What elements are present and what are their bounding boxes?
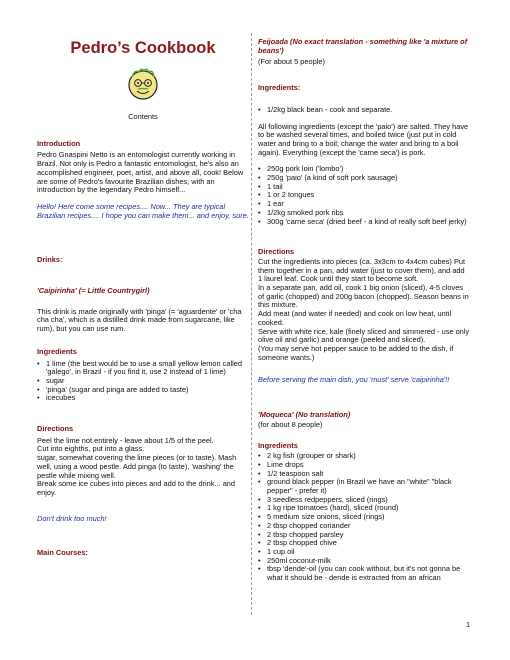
main-courses-heading: Main Courses: <box>37 548 88 558</box>
feijoada-ingredients-list <box>258 165 470 226</box>
list-item: • 2 tbsp chopped chive <box>267 539 470 548</box>
caipirinha-direction-1: Peel the lime not entirely - leave about 1/5 of the peel. <box>37 435 214 445</box>
list-item: • 1/2kg smoked pork ribs <box>267 209 470 218</box>
caipirinha-ingredients-heading: Ingredients <box>37 346 77 356</box>
list-item: • Lime drops <box>267 461 470 470</box>
left-column <box>37 38 249 558</box>
list-item: • 1 cup oil <box>267 548 470 557</box>
feijoada-serves: (For about 5 people) <box>258 57 325 67</box>
caipirinha-title: 'Caipirinha' (= Little Countrygirl) <box>37 286 150 296</box>
pedro-face-icon <box>123 65 163 105</box>
list-item: • tbsp 'dende'-oil (you can cook without, but it's not gonna be what it should be - dende is extracted from an african <box>267 565 470 582</box>
contents-link[interactable]: Contents <box>128 112 158 121</box>
feijoada-directions-heading: Directions <box>258 247 295 257</box>
feijoada-direction-2: In a separate pan, add oil, cook 1 big onion (sliced), 4-5 cloves of garlic (chopped) and 200g bacon (chopped). Season beans in this mixture. <box>258 283 469 310</box>
list-item: • 300g 'carne seca' (dried beef - a kind of really soft beef jerky) <box>267 218 470 227</box>
caipirinha-directions-heading: Directions <box>37 424 74 434</box>
feijoada-direction-1: Cut the ingredients into pieces (ca. 3x3cm to 4x4cm cubes) Put them together in a pan, add water (just to cover them), and add 1 laurel leaf. Cook until they start to become soft. <box>258 256 466 284</box>
feijoada-first-ingredient <box>258 106 470 115</box>
feijoada-direction-4: Serve with white rice, kale (finely sliced and simmered - use only olive oil and garlic) and orange (peeled and sliced). <box>258 326 470 345</box>
list-item: • 1 kg ripe tomatoes (hard), sliced (round) <box>267 504 470 513</box>
feijoada-title: Feijoada (No exact translation - something like 'a mixture of beans') <box>258 37 468 55</box>
list-item: • ground black pepper (in Brazil we have an "white" "black pepper" - prefer it) <box>267 478 470 495</box>
intro-heading: Introduction <box>37 138 81 148</box>
caipirinha-closing: Don't drink too much! <box>37 513 107 523</box>
list-item: • 250ml coconut-milk <box>267 557 470 566</box>
list-item: • 1 tail <box>267 183 470 192</box>
right-column <box>258 38 470 583</box>
caipirinha-ingredients-list <box>37 360 249 404</box>
page-number: 1 <box>466 620 471 629</box>
list-item: • 2 kg fish (grouper or shark) <box>267 452 470 461</box>
intro-quote: Hello! Here come some recipes.... Now... They are typical Brazilian recipes.... I hope you can make them... and enjoy, sure. <box>37 201 249 220</box>
page-title: Pedro’s Cookbook <box>70 39 216 57</box>
list-item: • icecubes <box>46 394 249 403</box>
list-item: • 1 ear <box>267 200 470 209</box>
list-item: • 1/2kg black bean - cook and separate. <box>267 106 470 115</box>
list-item: • 5 medium size onions, sliced (rings) <box>267 513 470 522</box>
feijoada-salted-note: All following ingredients (except the 'paio') are salted. They have to be washed several times, and boiled twice (just put in cold water and bring to a boil; change the water and bring to a boil again). Everything (except the 'carne seca') is pork. <box>258 121 469 157</box>
drinks-heading: Drinks: <box>37 255 63 265</box>
list-item: • 2 tbsp chopped coriander <box>267 522 470 531</box>
list-item: • 1 lime (the best would be to use a small yellow lemon called 'galego', in Brazil - if you find it, use 2 instead of 1 lime) <box>46 360 249 377</box>
list-item: • 1 or 2 tongues <box>267 191 470 200</box>
list-item: • 2 tbsp chopped parsley <box>267 531 470 540</box>
intro-body: Pedro Gnaspini Netto is an entomologist currently working in Brazil. Not only is Pedro a fantastic entomologist, he's also an accomplished engineer, poet, artist, and above all, cook! Below are some of Pedro's favourite Brazilian dishes, with an introduction by the legendary Pedro himself... <box>37 150 244 195</box>
column-divider <box>251 33 252 615</box>
feijoada-closing: Before serving the main dish, you 'must' serve 'caipirinha'!! <box>258 375 450 385</box>
moqueca-ingredients-heading: Ingredients <box>258 440 298 450</box>
list-item: • sugar <box>46 377 249 386</box>
moqueca-title: 'Moqueca' (No translation) <box>258 410 351 420</box>
list-item: • 'pinga' (sugar and pinga are added to taste) <box>46 386 249 395</box>
caipirinha-direction-3: sugar, somewhat covering the lime pieces (or to taste). Mash well, using a wood pestle. Add pinga (to taste), 'washing' the pestle while mixing well. <box>37 453 237 480</box>
caipirinha-description: This drink is made originally with 'pinga' (= 'aguardente' or 'cha cha cha', which is a distilled drink made from sugarcane, like rum), but you can use rum. <box>37 306 242 334</box>
moqueca-serves: (for about 8 people) <box>258 419 323 429</box>
feijoada-ingredients-heading: Ingredients: <box>258 83 301 93</box>
feijoada-direction-3: Add meat (and water if needed) and cook on low heat, until cooked. <box>258 309 452 327</box>
list-item: • 3 seedless redpeppers, sliced (rings) <box>267 496 470 505</box>
caipirinha-direction-2: Cut into eighths, put into a glass. <box>37 444 145 454</box>
list-item: • 250g pork loin ('lombo') <box>267 165 470 174</box>
list-item: • 250g 'paio' (a kind of soft pork sausage) <box>267 174 470 183</box>
moqueca-ingredients-list <box>258 452 470 583</box>
caipirinha-direction-4: Break some ice cubes into pieces and add to the drink... and enjoy. <box>37 479 236 497</box>
feijoada-direction-5: (You may serve hot pepper sauce to be added to the dish, if someone wants.) <box>258 343 454 362</box>
list-item: • 1/2 teaspoon salt <box>267 470 470 479</box>
